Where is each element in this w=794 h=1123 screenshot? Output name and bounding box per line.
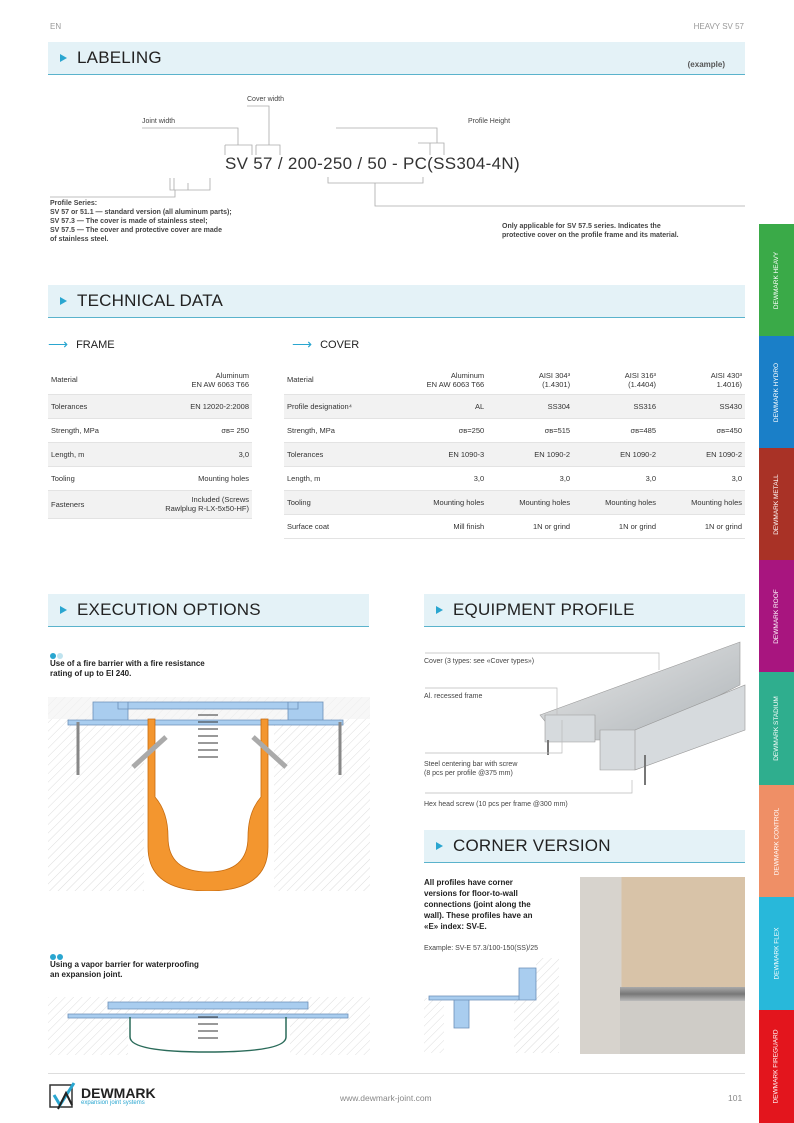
section-title: EQUIPMENT PROFILE xyxy=(453,600,635,619)
table-cell: Tolerances xyxy=(48,394,125,418)
table-cell: 3,0 xyxy=(573,466,659,490)
section-title: TECHNICAL DATA xyxy=(77,291,224,310)
table-cell: Material xyxy=(48,366,125,394)
centering-bar-callout-detail: (8 pcs per profile @375 mm) xyxy=(424,770,513,777)
table-cell: Mounting holes xyxy=(573,490,659,514)
example-label: (example) xyxy=(687,60,725,69)
table-cell: Profile designation⁴ xyxy=(284,394,391,418)
table-cell: 3,0 xyxy=(391,466,487,490)
table-cell: Aluminum EN AW 6063 T66 xyxy=(391,366,487,394)
side-tab[interactable] xyxy=(759,897,794,1010)
side-tab-label: DEWMARK STADIUM xyxy=(773,696,780,761)
arrow-icon: ⟶ xyxy=(292,336,313,352)
section-title: EXECUTION OPTIONS xyxy=(77,600,261,619)
fire-barrier-drawing xyxy=(48,697,370,891)
table-cell: 1N or grind xyxy=(487,514,573,538)
technical-header xyxy=(48,285,745,318)
table-cell: EN 1090-2 xyxy=(573,442,659,466)
series-note xyxy=(50,199,232,244)
side-tab-label: DEWMARK CONTROL xyxy=(773,807,780,875)
side-tab[interactable] xyxy=(759,560,794,672)
side-tab-label: DEWMARK HEAVY xyxy=(773,251,780,309)
table-cell: AISI 430³ 1.4016) xyxy=(659,366,745,394)
table-cell: Surface coat xyxy=(284,514,391,538)
option-2-dots-icon xyxy=(50,947,64,953)
centering-bar-callout: Steel centering bar with screw xyxy=(424,761,518,768)
corner-description: All profiles have corner versions for floor-to-wall connections (joint along the wall). These profiles have an «E» index: SV-E. xyxy=(424,878,533,931)
side-tab[interactable] xyxy=(759,672,794,785)
corner-example: Example: SV-E 57.3/100-150(SS)/25 xyxy=(424,945,539,952)
table-row xyxy=(284,394,745,418)
equipment-header xyxy=(424,594,745,627)
page-number: 101 xyxy=(728,1093,743,1103)
table-row xyxy=(284,366,745,394)
option-1-dots-icon xyxy=(50,646,64,652)
corner-header xyxy=(424,830,745,863)
table-cell: σв= 250 xyxy=(125,418,252,442)
side-tab[interactable] xyxy=(759,336,794,448)
option-1-caption: Use of a fire barrier with a fire resistance rating of up to EI 240. xyxy=(50,659,205,678)
note-line: SV 57.5 — The cover and protective cover are made xyxy=(50,227,222,234)
table-row xyxy=(48,490,252,518)
table-cell: Mounting holes xyxy=(391,490,487,514)
footer-divider xyxy=(48,1073,745,1074)
table-cell: Mounting holes xyxy=(659,490,745,514)
table-cell: Included (Screws Rawlplug R-LX-5x50-HF) xyxy=(125,490,252,518)
hex-screw-callout: Hex head screw (10 pcs per frame @300 mm) xyxy=(424,801,568,808)
table-cell: Fasteners xyxy=(48,490,125,518)
table-cell: Strength, MPa xyxy=(48,418,125,442)
note-line: Only applicable for SV 57.5 series. Indicates the xyxy=(502,223,661,230)
table-row xyxy=(284,514,745,538)
option-2-caption: Using a vapor barrier for waterproofing an expansion joint. xyxy=(50,960,199,979)
table-cell: Material xyxy=(284,366,391,394)
table-cell: Mounting holes xyxy=(125,466,252,490)
logo-check-icon xyxy=(48,1081,78,1111)
table-cell: Tooling xyxy=(48,466,125,490)
table-cell: AISI 316³ (1.4404) xyxy=(573,366,659,394)
table-cell: 1N or grind xyxy=(659,514,745,538)
triangle-icon xyxy=(436,606,443,614)
side-tab-label: DEWMARK FIREGUARD xyxy=(773,1029,780,1104)
table-cell: 3,0 xyxy=(125,442,252,466)
execution-header xyxy=(48,594,369,627)
note-line: Profile Series: xyxy=(50,200,98,207)
table-cell: Mounting holes xyxy=(487,490,573,514)
note-line: SV 57.3 — The cover is made of stainless steel; xyxy=(50,218,208,225)
frame-table xyxy=(48,366,252,519)
triangle-icon xyxy=(436,842,443,850)
pc-note xyxy=(502,222,679,240)
triangle-icon xyxy=(60,606,67,614)
triangle-icon xyxy=(60,297,67,305)
table-cell: SS430 xyxy=(659,394,745,418)
side-tab[interactable] xyxy=(759,785,794,897)
table-cell: 3,0 xyxy=(659,466,745,490)
table-cell: σв=450 xyxy=(659,418,745,442)
frame-label: FRAME xyxy=(76,338,115,351)
section-title: LABELING xyxy=(77,48,162,67)
joint-width-label: Joint width xyxy=(142,118,176,125)
table-row xyxy=(284,418,745,442)
table-cell: Strength, MPa xyxy=(284,418,391,442)
table-cell: Length, m xyxy=(284,466,391,490)
arrow-icon: ⟶ xyxy=(48,336,69,352)
table-cell: Aluminum EN AW 6063 T66 xyxy=(125,366,252,394)
frame-callout: Al. recessed frame xyxy=(424,693,483,700)
table-cell: EN 1090-2 xyxy=(487,442,573,466)
product-name: HEAVY SV 57 xyxy=(693,22,744,31)
cover-table xyxy=(284,366,745,539)
table-cell: Mill finish xyxy=(391,514,487,538)
table-cell: AISI 304³ (1.4301) xyxy=(487,366,573,394)
note-line: of stainless steel. xyxy=(50,236,109,243)
table-cell: EN 12020-2:2008 xyxy=(125,394,252,418)
cover-subheader xyxy=(292,336,359,353)
table-cell: σв=485 xyxy=(573,418,659,442)
website-link[interactable]: www.dewmark-joint.com xyxy=(340,1093,432,1103)
section-title: CORNER VERSION xyxy=(453,836,611,855)
logo-brand: DEWMARK xyxy=(81,1085,156,1101)
table-cell: EN 1090-3 xyxy=(391,442,487,466)
table-row xyxy=(48,442,252,466)
table-cell: σв=250 xyxy=(391,418,487,442)
side-tab-label: DEWMARK FLEX xyxy=(773,927,781,980)
table-row xyxy=(284,490,745,514)
logo-tagline: expansion joint systems xyxy=(81,1100,145,1106)
frame-subheader xyxy=(48,336,115,353)
side-tab-label: DEWMARK HYDRO xyxy=(773,362,781,422)
corner-photo xyxy=(580,877,745,1054)
side-tab-label: DEWMARK METALL xyxy=(773,473,780,535)
table-row xyxy=(284,466,745,490)
label-code: SV 57 / 200-250 / 50 - PC(SS304-4N) xyxy=(225,154,520,173)
table-cell: SS316 xyxy=(573,394,659,418)
table-cell: EN 1090-2 xyxy=(659,442,745,466)
cover-label: COVER xyxy=(320,338,360,351)
table-cell: Tolerances xyxy=(284,442,391,466)
cover-callout: Cover (3 types: see «Cover types») xyxy=(424,658,535,665)
vapor-barrier-drawing xyxy=(48,997,370,1055)
table-row xyxy=(284,442,745,466)
table-cell: 3,0 xyxy=(487,466,573,490)
table-cell: SS304 xyxy=(487,394,573,418)
corner-drawing xyxy=(424,958,559,1053)
side-tab[interactable] xyxy=(759,448,794,560)
table-cell: Length, m xyxy=(48,442,125,466)
table-cell: Tooling xyxy=(284,490,391,514)
language: EN xyxy=(50,22,62,31)
table-row xyxy=(48,366,252,394)
table-row xyxy=(48,418,252,442)
side-tab-label: DEWMARK ROOF xyxy=(773,588,780,644)
table-row xyxy=(48,466,252,490)
note-line: protective cover on the profile frame and its material. xyxy=(502,232,679,239)
side-tab[interactable] xyxy=(759,1010,794,1123)
side-tab[interactable] xyxy=(759,224,794,336)
table-cell: AL xyxy=(391,394,487,418)
profile-height-label: Profile Height xyxy=(468,118,511,125)
cover-width-label: Cover width xyxy=(247,96,284,103)
dewmark-logo xyxy=(48,1081,156,1111)
table-cell: 1N or grind xyxy=(573,514,659,538)
table-row xyxy=(48,394,252,418)
table-cell: σв=515 xyxy=(487,418,573,442)
note-line: SV 57 or 51.1 — standard version (all aluminum parts); xyxy=(50,209,232,216)
